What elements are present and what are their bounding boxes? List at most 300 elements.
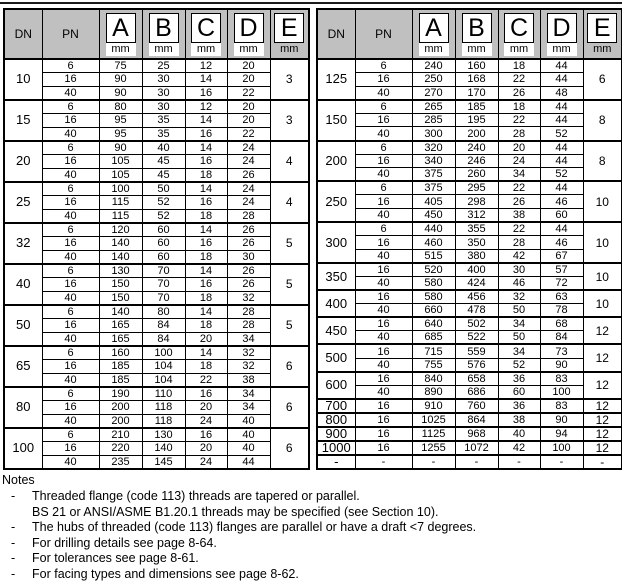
dim-a-cell: 95 (99, 127, 142, 141)
dim-b-cell: 260 (455, 168, 498, 182)
pn-cell: 40 (355, 358, 412, 372)
dim-c-cell: 14 (185, 264, 227, 278)
pn-cell: 6 (42, 264, 99, 278)
dim-c-cell: 50 (498, 331, 540, 345)
dim-c-cell: 24 (185, 455, 227, 469)
dim-a-cell: 140 (99, 305, 142, 319)
dim-c-cell: 16 (185, 237, 227, 251)
table-row (317, 372, 622, 386)
dim-a-cell: 235 (99, 455, 142, 469)
dim-a-cell: 440 (412, 222, 455, 236)
note-item (2, 489, 620, 520)
table-body (4, 59, 309, 469)
dim-b-cell: 502 (455, 317, 498, 331)
dim-a-cell: 100 (99, 182, 142, 196)
dim-b-cell: 84 (142, 332, 185, 346)
table-row (4, 359, 309, 373)
notes-title: Notes (2, 472, 35, 487)
dim-d-cell: 28 (227, 209, 270, 223)
dim-d-cell: 28 (227, 318, 270, 332)
dim-c-cell: 18 (498, 100, 540, 114)
pn-cell: 6 (42, 428, 99, 442)
dim-column-header-c (185, 9, 227, 59)
table-row (317, 358, 622, 372)
dim-e-cell: 5 (270, 223, 309, 264)
dn-cell: 50 (4, 305, 42, 346)
table-row (317, 331, 622, 345)
dim-c-cell: 26 (498, 86, 540, 100)
dim-letter-c: C (191, 13, 221, 43)
dim-d-cell: 34 (227, 400, 270, 414)
dim-column-header-a (99, 9, 142, 59)
dim-d-cell: 84 (540, 331, 583, 345)
dim-d-cell: 40 (227, 428, 270, 442)
dim-c-cell: 16 (185, 278, 227, 292)
dim-b-cell: 185 (455, 100, 498, 114)
dim-d-cell: 26 (227, 278, 270, 292)
dim-c-cell: 18 (185, 250, 227, 264)
table-row (4, 59, 309, 73)
dim-a-cell: 165 (99, 318, 142, 332)
dim-a-cell: 190 (99, 387, 142, 401)
table-row (4, 455, 309, 469)
flange-dimensions-table-right (316, 8, 622, 470)
dim-column-header-d (540, 9, 583, 59)
dim-b-cell: 478 (455, 304, 498, 318)
dim-c-cell: 18 (185, 168, 227, 182)
dim-unit-label: mm (106, 43, 136, 56)
dim-b-cell: 84 (142, 318, 185, 332)
pn-cell: 40 (42, 291, 99, 305)
dim-header-inner (143, 10, 185, 56)
dim-b-cell: 355 (455, 222, 498, 236)
table-row (4, 305, 309, 319)
table-row (317, 249, 622, 263)
dim-d-cell: 30 (227, 250, 270, 264)
pn-cell: 16 (42, 318, 99, 332)
dim-e-cell: 10 (583, 222, 622, 263)
dim-c-cell: 14 (185, 114, 227, 128)
dim-b-cell: 559 (455, 344, 498, 358)
dim-d-cell: 52 (540, 127, 583, 141)
table-row (317, 86, 622, 100)
dim-column-header-c (498, 9, 540, 59)
table-row (4, 196, 309, 210)
dim-a-cell: 160 (99, 346, 142, 360)
dim-letter-d: D (547, 13, 577, 43)
dim-c-cell: 36 (498, 372, 540, 386)
table-row (317, 236, 622, 250)
dim-e-cell: 10 (583, 181, 622, 222)
dim-header-inner (228, 10, 270, 56)
dim-e-cell: 4 (270, 182, 309, 223)
dim-b-cell: 424 (455, 277, 498, 291)
dim-b-cell: 35 (142, 127, 185, 141)
dim-b-cell: 50 (142, 182, 185, 196)
dim-d-cell: 26 (227, 223, 270, 237)
dim-b-cell: 118 (142, 400, 185, 414)
dim-b-cell: 200 (455, 127, 498, 141)
dim-c-cell: 18 (185, 318, 227, 332)
dim-c-cell: 50 (498, 304, 540, 318)
pn-cell: 16 (42, 400, 99, 414)
dn-cell: 15 (4, 100, 42, 141)
table-row (4, 400, 309, 414)
table-row (4, 373, 309, 387)
table-row (317, 317, 622, 331)
dim-b-cell: 160 (455, 59, 498, 73)
note-text (32, 520, 620, 536)
table-row (317, 277, 622, 291)
note-line: For facing types and dimensions see page 8-62. (32, 566, 299, 581)
dim-a-cell: 130 (99, 264, 142, 278)
dim-e-cell: 12 (583, 413, 622, 427)
dim-a-cell: 910 (412, 399, 455, 413)
dim-c-cell: 38 (498, 413, 540, 427)
dn-cell: 10 (4, 59, 42, 100)
dim-b-cell: 400 (455, 263, 498, 277)
page (0, 2, 622, 582)
table-header (317, 9, 622, 59)
dim-c-cell: 60 (498, 385, 540, 399)
pn-cell: 16 (355, 372, 412, 386)
dn-cell: 125 (317, 59, 355, 100)
dim-b-cell: 70 (142, 291, 185, 305)
dim-c-cell: 16 (185, 86, 227, 100)
dim-c-cell: 14 (185, 73, 227, 87)
dim-d-cell: 20 (227, 100, 270, 114)
dim-a-cell: 755 (412, 358, 455, 372)
dn-cell: 700 (317, 399, 355, 413)
note-text (32, 536, 620, 552)
dim-d-cell: 94 (540, 427, 583, 441)
pn-cell: 40 (42, 455, 99, 469)
pn-cell: 16 (355, 73, 412, 87)
dim-c-cell: 14 (185, 182, 227, 196)
pn-cell: 6 (42, 223, 99, 237)
dim-d-cell: 44 (540, 59, 583, 73)
table-row (4, 346, 309, 360)
dim-c-cell: 16 (185, 127, 227, 141)
pn-cell: 40 (42, 86, 99, 100)
dim-c-cell: - (498, 455, 540, 469)
dim-c-cell: 14 (185, 141, 227, 155)
dim-header-inner (584, 10, 622, 56)
note-dash: - (11, 520, 16, 535)
dim-a-cell: 120 (99, 223, 142, 237)
dn-cell: 150 (317, 100, 355, 141)
dn-cell: 20 (4, 141, 42, 182)
dim-a-cell: 890 (412, 385, 455, 399)
table-row (4, 100, 309, 114)
table-row (4, 264, 309, 278)
pn-cell: 16 (355, 344, 412, 358)
dim-b-cell: 140 (142, 441, 185, 455)
notes-section (0, 470, 622, 582)
table-row (4, 428, 309, 442)
dim-c-cell: 14 (185, 305, 227, 319)
note-text (32, 489, 620, 520)
pn-cell: 16 (42, 73, 99, 87)
dim-a-cell: 200 (99, 400, 142, 414)
dim-d-cell: 100 (540, 385, 583, 399)
dim-d-cell: 68 (540, 317, 583, 331)
table-row (317, 263, 622, 277)
dim-d-cell: 44 (540, 113, 583, 127)
note-text (32, 551, 620, 567)
pn-cell: 16 (355, 236, 412, 250)
dim-a-cell: 1025 (412, 413, 455, 427)
dim-b-cell: 35 (142, 114, 185, 128)
table-body (317, 59, 622, 469)
table-row (317, 304, 622, 318)
dim-a-cell: 340 (412, 154, 455, 168)
table-row (317, 154, 622, 168)
dim-column-header-d (227, 9, 270, 59)
dim-d-cell: 32 (227, 346, 270, 360)
dim-c-cell: 18 (185, 209, 227, 223)
dim-c-cell: 46 (498, 277, 540, 291)
pn-cell: 16 (355, 317, 412, 331)
dim-a-cell: 105 (99, 155, 142, 169)
pn-cell: - (355, 455, 412, 469)
dim-e-cell: 10 (583, 263, 622, 290)
dim-c-cell: 34 (498, 168, 540, 182)
table-row (4, 441, 309, 455)
dn-cell: 500 (317, 344, 355, 371)
table-row (4, 155, 309, 169)
pn-cell: 16 (42, 359, 99, 373)
dn-cell: 200 (317, 141, 355, 182)
pn-cell: 16 (42, 441, 99, 455)
dim-a-cell: 460 (412, 236, 455, 250)
dim-e-cell: 3 (270, 59, 309, 100)
table-row (317, 399, 622, 413)
dim-e-cell: 12 (583, 372, 622, 399)
dim-b-cell: 240 (455, 141, 498, 155)
dim-b-cell: 195 (455, 113, 498, 127)
dim-a-cell: 165 (99, 332, 142, 346)
dim-b-cell: 760 (455, 399, 498, 413)
dim-letter-d: D (234, 13, 264, 43)
dim-b-cell: - (455, 455, 498, 469)
dim-c-cell: 36 (498, 399, 540, 413)
table-row (4, 223, 309, 237)
pn-cell: 40 (355, 331, 412, 345)
dim-d-cell: 44 (540, 181, 583, 195)
dim-e-cell: 5 (270, 264, 309, 305)
dim-d-cell: 24 (227, 182, 270, 196)
table-row (317, 344, 622, 358)
dim-c-cell: 22 (498, 73, 540, 87)
dim-e-cell: 8 (583, 100, 622, 141)
dim-a-cell: 105 (99, 168, 142, 182)
dim-column-header-e (270, 9, 309, 59)
dim-b-cell: 100 (142, 346, 185, 360)
dim-d-cell: 24 (227, 155, 270, 169)
dim-c-cell: 12 (185, 59, 227, 73)
dim-b-cell: 52 (142, 196, 185, 210)
dim-c-cell: 18 (185, 359, 227, 373)
table-row (4, 237, 309, 251)
header-row (4, 9, 309, 59)
dim-a-cell: 450 (412, 209, 455, 223)
dim-a-cell: 75 (99, 59, 142, 73)
dim-c-cell: 16 (185, 155, 227, 169)
dim-d-cell: 26 (227, 168, 270, 182)
pn-cell: 16 (355, 427, 412, 441)
dim-a-cell: 660 (412, 304, 455, 318)
pn-cell: 16 (355, 441, 412, 455)
pn-cell: 6 (42, 100, 99, 114)
table-row (317, 195, 622, 209)
dim-unit-label: mm (419, 43, 449, 56)
pn-cell: 40 (355, 385, 412, 399)
dn-column-header: DN (4, 9, 42, 59)
dim-b-cell: 168 (455, 73, 498, 87)
pn-cell: 40 (42, 373, 99, 387)
dim-a-cell: 200 (99, 414, 142, 428)
dim-d-cell: 48 (540, 86, 583, 100)
dim-d-cell: 44 (540, 100, 583, 114)
table-row (4, 278, 309, 292)
table-row (317, 427, 622, 441)
dim-header-inner (456, 10, 498, 56)
dim-b-cell: 864 (455, 413, 498, 427)
dim-e-cell: 4 (270, 141, 309, 182)
dim-a-cell: 1255 (412, 441, 455, 455)
dim-a-cell: 240 (412, 59, 455, 73)
dim-d-cell: 26 (227, 264, 270, 278)
dim-b-cell: 686 (455, 385, 498, 399)
note-line: For drilling details see page 8-64. (32, 535, 217, 550)
table-row (4, 141, 309, 155)
dim-column-header-a (412, 9, 455, 59)
tables-container (0, 4, 622, 470)
pn-column-header: PN (42, 9, 99, 59)
dim-c-cell: 20 (185, 332, 227, 346)
pn-cell: 40 (355, 209, 412, 223)
dim-b-cell: 104 (142, 373, 185, 387)
dim-a-cell: 210 (99, 428, 142, 442)
dim-b-cell: 170 (455, 86, 498, 100)
dim-d-cell: 44 (540, 154, 583, 168)
dim-a-cell: 220 (99, 441, 142, 455)
dim-a-cell: 140 (99, 250, 142, 264)
dim-a-cell: 580 (412, 290, 455, 304)
dim-e-cell: 12 (583, 441, 622, 455)
dim-b-cell: 130 (142, 428, 185, 442)
dim-d-cell: 83 (540, 372, 583, 386)
dim-c-cell: 26 (498, 195, 540, 209)
table-row (317, 73, 622, 87)
pn-cell: 40 (42, 250, 99, 264)
dim-header-inner (413, 10, 455, 56)
dim-d-cell: 44 (227, 455, 270, 469)
dim-unit-label: mm (149, 43, 179, 56)
dim-c-cell: 28 (498, 127, 540, 141)
dim-b-cell: 295 (455, 181, 498, 195)
pn-cell: 16 (355, 413, 412, 427)
dim-unit-label: mm (191, 43, 221, 56)
dim-c-cell: 20 (498, 141, 540, 155)
table-row (4, 168, 309, 182)
dim-d-cell: 100 (540, 441, 583, 455)
dim-c-cell: 22 (498, 113, 540, 127)
dim-d-cell: 46 (540, 236, 583, 250)
dim-d-cell: 67 (540, 249, 583, 263)
table-row (4, 387, 309, 401)
note-item (2, 551, 620, 567)
dim-b-cell: 246 (455, 154, 498, 168)
dim-d-cell: 34 (227, 387, 270, 401)
pn-cell: 6 (355, 141, 412, 155)
dim-a-cell: 405 (412, 195, 455, 209)
pn-cell: 16 (355, 154, 412, 168)
dim-c-cell: 12 (185, 100, 227, 114)
table-row (4, 332, 309, 346)
dim-a-cell: 320 (412, 141, 455, 155)
dim-b-cell: 118 (142, 414, 185, 428)
dim-d-cell: 78 (540, 304, 583, 318)
dim-d-cell: 40 (227, 441, 270, 455)
dim-a-cell: 685 (412, 331, 455, 345)
dim-d-cell: 34 (227, 332, 270, 346)
dim-a-cell: 715 (412, 344, 455, 358)
dim-b-cell: 312 (455, 209, 498, 223)
dim-c-cell: 40 (498, 427, 540, 441)
note-line: For tolerances see page 8-61. (32, 551, 199, 566)
dim-e-cell: 12 (583, 399, 622, 413)
dim-e-cell: 12 (583, 427, 622, 441)
dim-d-cell: 22 (227, 127, 270, 141)
dim-d-cell: 24 (227, 196, 270, 210)
dim-b-cell: 45 (142, 155, 185, 169)
table-row (317, 59, 622, 73)
dim-c-cell: 34 (498, 317, 540, 331)
table-row (317, 455, 622, 469)
dim-c-cell: 14 (185, 223, 227, 237)
dim-e-cell: 6 (270, 428, 309, 469)
pn-cell: 16 (42, 278, 99, 292)
dim-b-cell: 30 (142, 73, 185, 87)
table-row (317, 413, 622, 427)
dim-e-cell: - (583, 455, 622, 469)
dim-unit-label: mm (504, 43, 534, 56)
dn-cell: 80 (4, 387, 42, 428)
pn-cell: 40 (42, 168, 99, 182)
dim-unit-label: mm (280, 43, 299, 55)
dim-c-cell: 22 (498, 181, 540, 195)
dim-a-cell: 300 (412, 127, 455, 141)
dim-header-inner (100, 10, 142, 56)
dim-c-cell: 22 (185, 373, 227, 387)
dim-a-cell: 115 (99, 196, 142, 210)
pn-cell: 6 (42, 182, 99, 196)
dim-d-cell: 22 (227, 86, 270, 100)
dim-b-cell: 52 (142, 209, 185, 223)
dim-a-cell: 375 (412, 168, 455, 182)
pn-cell: 16 (42, 114, 99, 128)
pn-cell: 40 (355, 249, 412, 263)
dim-b-cell: 70 (142, 278, 185, 292)
dim-d-cell: 28 (227, 305, 270, 319)
pn-cell: 40 (355, 168, 412, 182)
pn-cell: 40 (355, 304, 412, 318)
note-dash: - (11, 535, 16, 550)
note-line: The hubs of threaded (code 113) flanges are parallel or have a draft <7 degrees. (32, 520, 477, 535)
dim-d-cell: 32 (227, 359, 270, 373)
